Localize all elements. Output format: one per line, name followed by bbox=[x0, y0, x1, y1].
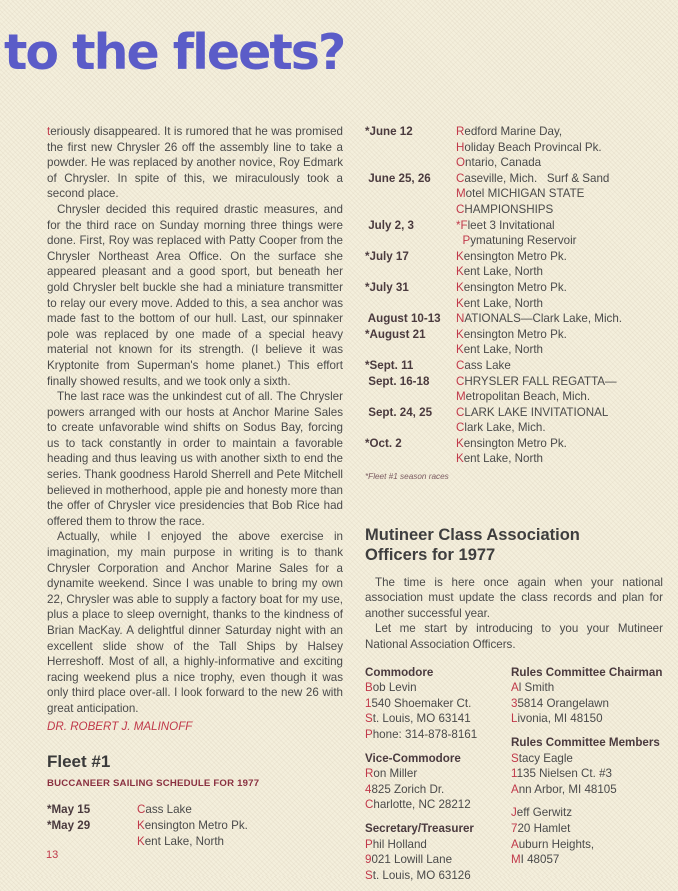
article-paragraph: teriously disappeared. It is rumored that he was promised the first new Chrysler 26 off the assembly line to take a powder. He was replaced by another novice, Roy Edmark of Chrysler. In spite of this, we miraculously took a second place. bbox=[47, 125, 343, 201]
schedule-footnote: *Fleet #1 season races bbox=[365, 472, 449, 482]
schedule-venue-line: Ontario, Canada bbox=[456, 156, 542, 170]
schedule-venue bbox=[456, 436, 663, 467]
officer-name: Jeff Gerwitz bbox=[511, 806, 572, 820]
officer-address-line: St. Louis, MO 63126 bbox=[365, 868, 471, 882]
author-signature: DR. ROBERT J. MALINOFF bbox=[47, 719, 193, 733]
officers-list bbox=[365, 665, 663, 891]
officer-address-line: MI 48057 bbox=[511, 853, 560, 867]
article-paragraph: Actually, while I enjoyed the above exercise in imagination, my main purpose in writing is to thank Chrysler Corporation and Anchor Marine Sales for a dynamite weekend. Since I was unable to bring my own 22, Chrysler was able to supply a factory boat for my use, plus a place to sleep overnight, thanks to the kindness of Brian MacKay. A delightful dinner Saturday night with an excellent slide show of the Tall Ships by Halsey Herreshoff. Most of all, a highly-informative and exciting racing weekend plus a nice trophy, even though it was only third place over-all. I look forward to the new 26 with great anticipation. bbox=[47, 530, 343, 715]
schedule-venue-line: Kensington Metro Pk. bbox=[456, 280, 567, 294]
schedule-venue-line: Kensington Metro Pk. bbox=[137, 818, 248, 832]
schedule-venue-line: Caseville, Mich. Surf & Sand bbox=[456, 171, 610, 185]
officer-address-line: Charlotte, NC 28212 bbox=[365, 798, 471, 812]
schedule-venue bbox=[456, 374, 663, 405]
schedule-venue bbox=[456, 124, 663, 171]
fleet-heading: Fleet #1 bbox=[47, 752, 111, 772]
officer-name: Phil Holland bbox=[365, 837, 427, 851]
schedule-date: Sept. 16-18 bbox=[365, 374, 430, 388]
officer-address-line: Livonia, MI 48150 bbox=[511, 712, 603, 726]
schedule-venue-line: Kent Lake, North bbox=[456, 343, 544, 357]
officer-block bbox=[511, 665, 663, 727]
schedule-venue-line: Metropolitan Beach, Mich. bbox=[456, 390, 591, 404]
officer-address-line: Auburn Heights, bbox=[511, 837, 595, 851]
officer-role: Rules Committee Chairman bbox=[511, 665, 663, 679]
schedule-venue bbox=[456, 249, 663, 280]
schedule-date: June 25, 26 bbox=[365, 171, 431, 185]
schedule-venue bbox=[456, 358, 663, 374]
schedule-date: *July 31 bbox=[365, 280, 409, 294]
schedule-venue-line: Kent Lake, North bbox=[456, 452, 544, 466]
schedule-venue-line: CHAMPIONSHIPS bbox=[456, 202, 554, 216]
article-paragraph: The last race was the unkindest cut of all. The Chrysler powers arranged with our hosts at Anchor Marine Sales to create unfavorable wind shifts on Sodus Bay, forcing us to tack constantly in order to maintain a favorable heading and thus leaving us with another sixth to end the series. Thank goodness Harold Sherrell and Pete Mitchell believed in motherhood, apple pie and honesty more than the offer of Chrysler vice presidencies that Bob Rice had offered them to throw the race. bbox=[47, 390, 343, 528]
schedule-list bbox=[47, 802, 343, 849]
officer-role: Commodore bbox=[365, 665, 434, 679]
officers-column-right bbox=[511, 665, 663, 891]
schedule-date: Sept. 24, 25 bbox=[365, 405, 433, 419]
schedule-date: *July 17 bbox=[365, 249, 409, 263]
schedule-venue-line: Kensington Metro Pk. bbox=[456, 249, 567, 263]
schedule-venue bbox=[456, 405, 663, 436]
schedule-venue bbox=[456, 311, 663, 327]
schedule-venue bbox=[137, 802, 343, 818]
officer-role: Secretary/Treasurer bbox=[365, 821, 474, 835]
page-number: 13 bbox=[46, 849, 59, 861]
schedule-venue-line: Redford Marine Day, bbox=[456, 125, 563, 138]
schedule-venue-line: Cass Lake bbox=[456, 358, 511, 372]
schedule-venue-line: *Fleet 3 Invitational bbox=[456, 218, 555, 232]
headline: to the fleets? bbox=[4, 24, 345, 81]
officer-address-line: 1135 Nielsen Ct. #3 bbox=[511, 767, 612, 781]
schedule-venue bbox=[456, 327, 663, 358]
schedule-venue-line: Kensington Metro Pk. bbox=[456, 436, 567, 450]
article-paragraph: Chrysler decided this required drastic measures, and for the third race on Sunday morning three things were done. First, Roy was replaced with Patty Cooper from the Chrysler Northeast Area Office. On the surface she appeared pleasant and a good sport, but beneath her gold Chrysler belt buckle she had a miniature transmitter to relay our every move. Added to this, a sea anchor was made fast to the bottom of our hull. Last, our spinnaker pole was replaced by one made of a special heavy material not known for its strength. (I believe it was Kryptonite from Superman's home planet.) This effort finally showed results, and we took only a sixth. bbox=[47, 202, 343, 388]
officer-block bbox=[511, 735, 663, 797]
officer-name: Ron Miller bbox=[365, 767, 418, 781]
schedule-date: July 2, 3 bbox=[365, 218, 414, 232]
schedule-venue-line: Holiday Beach Provincal Pk. bbox=[456, 140, 602, 154]
schedule-date: *Sept. 11 bbox=[365, 358, 414, 372]
left-column bbox=[47, 124, 343, 849]
officer-address-line: Phone: 314-878-8161 bbox=[365, 728, 478, 741]
schedule-date: *August 21 bbox=[365, 327, 426, 341]
schedule-date: *June 12 bbox=[365, 125, 413, 138]
officer-role: Rules Committee Members bbox=[511, 736, 660, 749]
officer-role: Vice-Commodore bbox=[365, 751, 461, 765]
schedule-heading: BUCCANEER SAILING SCHEDULE FOR 1977 bbox=[47, 777, 260, 789]
schedule-date: *May 29 bbox=[47, 818, 91, 832]
officer-address-line: Ann Arbor, MI 48105 bbox=[511, 782, 617, 796]
officer-name: Stacy Eagle bbox=[511, 751, 573, 765]
schedule-venue bbox=[456, 218, 663, 249]
schedule-venue bbox=[137, 818, 343, 849]
association-heading-line: Mutineer Class Association bbox=[365, 525, 580, 544]
officer-address-line: St. Louis, MO 63141 bbox=[365, 712, 471, 726]
schedule-venue-line: Kent Lake, North bbox=[137, 834, 225, 848]
association-heading bbox=[365, 525, 663, 565]
officer-address-line: 4825 Zorich Dr. bbox=[365, 782, 445, 796]
schedule-venue bbox=[456, 280, 663, 311]
schedule-venue-line: Clark Lake, Mich. bbox=[456, 421, 546, 435]
schedule-venue-line: CHRYSLER FALL REGATTA— bbox=[456, 374, 617, 388]
schedule-date: *Oct. 2 bbox=[365, 436, 402, 450]
officer-address-line: 1540 Shoemaker Ct. bbox=[365, 696, 472, 710]
association-heading-line: Officers for 1977 bbox=[365, 545, 496, 564]
schedule-venue-line: Cass Lake bbox=[137, 803, 192, 817]
schedule-venue-line: Motel MICHIGAN STATE bbox=[456, 187, 585, 201]
association-paragraph: The time is here once again when your national association must update the class records and plan for another successful year. bbox=[365, 575, 663, 620]
officer-block bbox=[365, 751, 511, 813]
association-paragraph: Let me start by introducing to you your Mutineer National Association Officers. bbox=[365, 622, 663, 652]
officer-block bbox=[365, 665, 511, 743]
schedule-venue-line: Kent Lake, North bbox=[456, 265, 544, 279]
officer-block bbox=[365, 821, 511, 883]
schedule-venue-line: Kent Lake, North bbox=[456, 296, 544, 310]
schedule-date: *May 15 bbox=[47, 803, 91, 817]
schedule-date: August 10-13 bbox=[365, 312, 441, 326]
schedule-venue-line: CLARK LAKE INVITATIONAL bbox=[456, 405, 609, 419]
officer-name: Bob Levin bbox=[365, 681, 417, 695]
officer-block bbox=[511, 805, 663, 867]
right-column bbox=[365, 124, 663, 891]
officer-address-line: 35814 Orangelawn bbox=[511, 696, 609, 710]
schedule-venue-line: Pymatuning Reservoir bbox=[456, 234, 577, 248]
officer-address-line: 720 Hamlet bbox=[511, 821, 571, 835]
schedule-list bbox=[365, 124, 663, 467]
officer-name: Al Smith bbox=[511, 681, 555, 695]
officers-column-left bbox=[365, 665, 511, 891]
schedule-venue bbox=[456, 171, 663, 218]
schedule-venue-line: Kensington Metro Pk. bbox=[456, 327, 567, 341]
officer-address-line: 9021 Lowill Lane bbox=[365, 853, 453, 867]
schedule-venue-line: NATIONALS—Clark Lake, Mich. bbox=[456, 312, 623, 326]
